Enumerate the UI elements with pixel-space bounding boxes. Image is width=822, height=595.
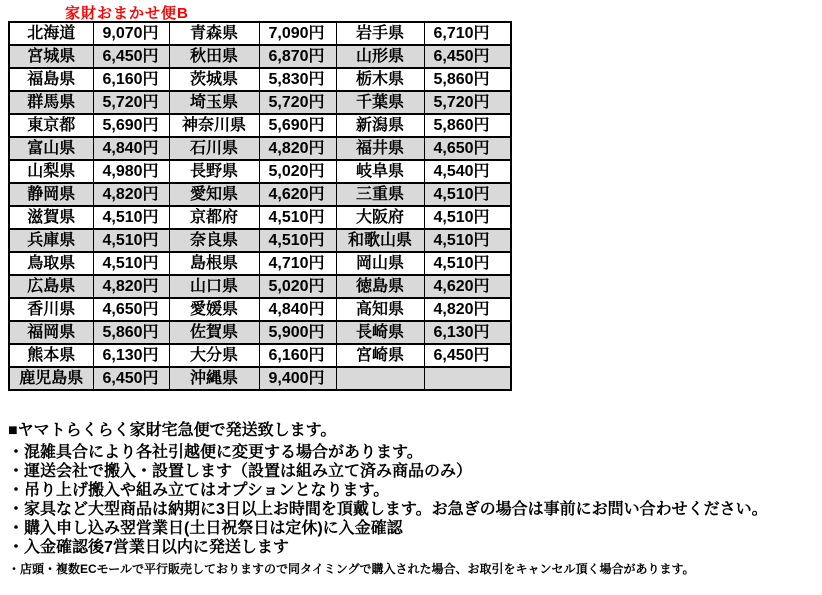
price-cell: 6,450円 [93, 45, 169, 68]
price-cell: 5,690円 [93, 114, 169, 137]
prefecture-cell: 宮城県 [9, 45, 93, 68]
shipping-fee-table-body [9, 22, 511, 390]
prefecture-cell: 岡山県 [336, 252, 424, 275]
prefecture-cell: 三重県 [336, 183, 424, 206]
prefecture-cell: 栃木県 [336, 68, 424, 91]
prefecture-cell: 山形県 [336, 45, 424, 68]
price-cell: 5,860円 [93, 321, 169, 344]
price-cell: 5,720円 [424, 91, 511, 114]
table-row [9, 206, 511, 229]
prefecture-cell: 奈良県 [169, 229, 259, 252]
price-cell: 4,840円 [93, 137, 169, 160]
price-cell: 4,650円 [93, 298, 169, 321]
table-row [9, 137, 511, 160]
prefecture-cell: 熊本県 [9, 344, 93, 367]
prefecture-cell: 沖縄県 [169, 367, 259, 390]
price-cell [424, 367, 511, 390]
prefecture-cell: 静岡県 [9, 183, 93, 206]
shipping-notes-list [8, 443, 768, 557]
prefecture-cell: 京都府 [169, 206, 259, 229]
prefecture-cell: 島根県 [169, 252, 259, 275]
prefecture-cell: 石川県 [169, 137, 259, 160]
price-cell: 4,620円 [424, 275, 511, 298]
price-cell: 4,510円 [424, 229, 511, 252]
table-row [9, 114, 511, 137]
price-cell: 5,720円 [93, 91, 169, 114]
prefecture-cell [336, 367, 424, 390]
price-cell: 6,710円 [424, 22, 511, 45]
table-row [9, 229, 511, 252]
price-cell: 4,840円 [259, 298, 336, 321]
prefecture-cell: 山口県 [169, 275, 259, 298]
price-cell: 6,130円 [93, 344, 169, 367]
price-cell: 4,820円 [93, 183, 169, 206]
price-cell: 4,540円 [424, 160, 511, 183]
prefecture-cell: 愛媛県 [169, 298, 259, 321]
price-cell: 4,510円 [424, 206, 511, 229]
prefecture-cell: 鹿児島県 [9, 367, 93, 390]
price-cell: 6,160円 [259, 344, 336, 367]
table-row [9, 298, 511, 321]
price-cell: 6,870円 [259, 45, 336, 68]
prefecture-cell: 滋賀県 [9, 206, 93, 229]
prefecture-cell: 千葉県 [336, 91, 424, 114]
prefecture-cell: 秋田県 [169, 45, 259, 68]
prefecture-cell: 佐賀県 [169, 321, 259, 344]
prefecture-cell: 青森県 [169, 22, 259, 45]
note-leadtime: ・家具など大型商品は納期に3日以上お時間を頂戴します。お急ぎの場合は事前にお問い合わせください。 [8, 501, 768, 518]
price-cell: 5,020円 [259, 275, 336, 298]
table-row [9, 22, 511, 45]
table-row [9, 252, 511, 275]
price-cell: 4,820円 [424, 298, 511, 321]
table-row [9, 91, 511, 114]
prefecture-cell: 岩手県 [336, 22, 424, 45]
price-cell: 4,510円 [424, 252, 511, 275]
shipping-fee-table [8, 21, 512, 391]
prefecture-cell: 富山県 [9, 137, 93, 160]
page-title: 家財おまかせ便B [65, 5, 189, 22]
price-cell: 4,510円 [93, 252, 169, 275]
prefecture-cell: 長野県 [169, 160, 259, 183]
prefecture-cell: 福岡県 [9, 321, 93, 344]
prefecture-cell: 徳島県 [336, 275, 424, 298]
prefecture-cell: 愛知県 [169, 183, 259, 206]
note-congestion: ・混雑具合により各社引越便に変更する場合があります。 [8, 444, 423, 461]
table-row [9, 183, 511, 206]
price-cell: 5,860円 [424, 114, 511, 137]
price-cell: 5,720円 [259, 91, 336, 114]
note-payment-check: ・購入申し込み翌営業日(土日祝祭日は定休)に入金確認 [8, 520, 403, 537]
prefecture-cell: 広島県 [9, 275, 93, 298]
price-cell: 6,450円 [93, 367, 169, 390]
prefecture-cell: 茨城県 [169, 68, 259, 91]
prefecture-cell: 北海道 [9, 22, 93, 45]
prefecture-cell: 香川県 [9, 298, 93, 321]
prefecture-cell: 高知県 [336, 298, 424, 321]
price-cell: 4,980円 [93, 160, 169, 183]
table-row [9, 45, 511, 68]
price-cell: 4,650円 [424, 137, 511, 160]
note-ship-days: ・入金確認後7営業日以内に発送します [8, 539, 289, 556]
price-cell: 5,900円 [259, 321, 336, 344]
cancel-policy-fine-print: ・店頭・複数ECモールで平行販売しておりますので同タイミングで購入された場合、お取引をキャンセル頂く場合があります。 [8, 562, 695, 576]
price-cell: 4,820円 [259, 137, 336, 160]
price-cell: 5,830円 [259, 68, 336, 91]
price-cell: 4,510円 [93, 206, 169, 229]
prefecture-cell: 兵庫県 [9, 229, 93, 252]
prefecture-cell: 埼玉県 [169, 91, 259, 114]
shipping-notes-heading: ■ヤマトらくらく家財宅急便で発送致します。 [8, 422, 337, 439]
prefecture-cell: 大分県 [169, 344, 259, 367]
price-cell: 9,400円 [259, 367, 336, 390]
prefecture-cell: 福島県 [9, 68, 93, 91]
note-option: ・吊り上げ搬入や組み立てはオプションとなります。 [8, 482, 390, 499]
price-cell: 4,510円 [424, 183, 511, 206]
table-row [9, 275, 511, 298]
price-cell: 4,510円 [259, 206, 336, 229]
price-cell: 4,510円 [259, 229, 336, 252]
prefecture-cell: 山梨県 [9, 160, 93, 183]
prefecture-cell: 群馬県 [9, 91, 93, 114]
price-cell: 6,450円 [424, 45, 511, 68]
prefecture-cell: 鳥取県 [9, 252, 93, 275]
price-cell: 5,860円 [424, 68, 511, 91]
price-cell: 9,070円 [93, 22, 169, 45]
prefecture-cell: 福井県 [336, 137, 424, 160]
prefecture-cell: 和歌山県 [336, 229, 424, 252]
prefecture-cell: 神奈川県 [169, 114, 259, 137]
table-row [9, 160, 511, 183]
price-cell: 7,090円 [259, 22, 336, 45]
table-row [9, 321, 511, 344]
price-cell: 4,820円 [93, 275, 169, 298]
price-cell: 5,690円 [259, 114, 336, 137]
price-cell: 6,160円 [93, 68, 169, 91]
prefecture-cell: 宮崎県 [336, 344, 424, 367]
prefecture-cell: 岐阜県 [336, 160, 424, 183]
table-row [9, 367, 511, 390]
price-cell: 6,450円 [424, 344, 511, 367]
prefecture-cell: 大阪府 [336, 206, 424, 229]
note-setup: ・運送会社で搬入・設置します（設置は組み立て済み商品のみ） [8, 463, 473, 480]
prefecture-cell: 東京都 [9, 114, 93, 137]
prefecture-cell: 長崎県 [336, 321, 424, 344]
price-cell: 4,710円 [259, 252, 336, 275]
price-cell: 4,620円 [259, 183, 336, 206]
table-row [9, 344, 511, 367]
prefecture-cell: 新潟県 [336, 114, 424, 137]
table-row [9, 68, 511, 91]
price-cell: 5,020円 [259, 160, 336, 183]
price-cell: 6,130円 [424, 321, 511, 344]
price-cell: 4,510円 [93, 229, 169, 252]
